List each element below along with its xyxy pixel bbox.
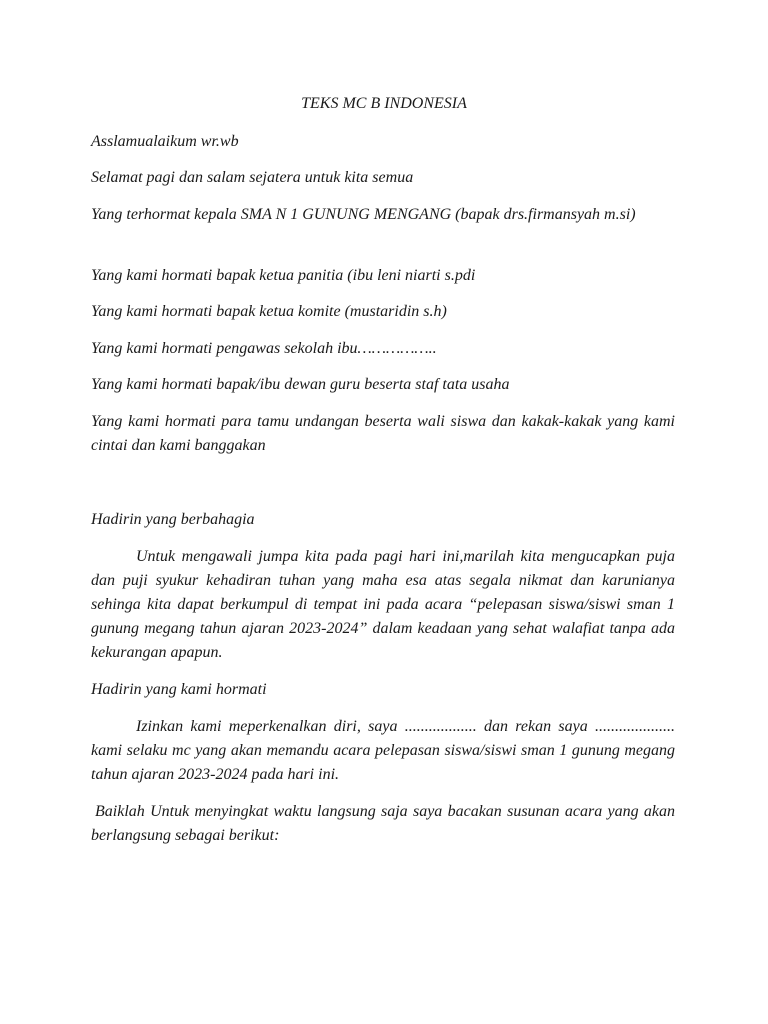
paragraph-morning-greeting: Selamat pagi dan salam sejatera untuk kita semua [91, 169, 414, 186]
document-title: TEKS MC B INDONESIA [301, 95, 467, 112]
paragraph-opening: Untuk mengawali jumpa kita pada pagi hari ini,marilah kita mengucapkan puja dan puji syukur kehadiran tuhan yang maha esa atas segala nikmat dan karunianya sehinga kita dapat berkumpul di tempat ini pada acara “pelepasan siswa/siswi sman 1 gunung megang tahun ajaran 2023-2024” dalam keadaan yang sehat walafiat tanpa ada kekurangan apapun. [91, 548, 675, 661]
paragraph-principal: Yang terhormat kepala SMA N 1 GUNUNG MENGANG (bapak drs.firmansyah m.si) [91, 206, 636, 223]
paragraph-school-committee: Yang kami hormati bapak ketua komite (mustaridin s.h) [91, 303, 447, 320]
paragraph-agenda: Baiklah Untuk menyingkat waktu langsung saja saya bacakan susunan acara yang akan berlangsung sebagai berikut: [91, 803, 675, 844]
paragraph-introduction: Izinkan kami meperkenalkan diri, saya .................. dan rekan saya .................... kami selaku mc yang akan memandu acara pelepasan siswa/siswi sman 1 gunung megang tahun ajaran 2023-2024 pada hari ini. [91, 718, 675, 783]
paragraph-audience-2: Hadirin yang kami hormati [91, 681, 267, 698]
paragraph-guests: Yang kami hormati para tamu undangan beserta wali siswa dan kakak-kakak yang kami cintai dan kami banggakan [91, 413, 675, 454]
paragraph-greeting: Asslamualaikum wr.wb [91, 133, 239, 150]
paragraph-audience-1: Hadirin yang berbahagia [91, 511, 255, 528]
paragraph-committee-chair: Yang kami hormati bapak ketua panitia (ibu leni niarti s.pdi [91, 267, 476, 284]
paragraph-teachers: Yang kami hormati bapak/ibu dewan guru beserta staf tata usaha [91, 376, 510, 393]
paragraph-supervisor: Yang kami hormati pengawas sekolah ibu…………….. [91, 340, 437, 357]
